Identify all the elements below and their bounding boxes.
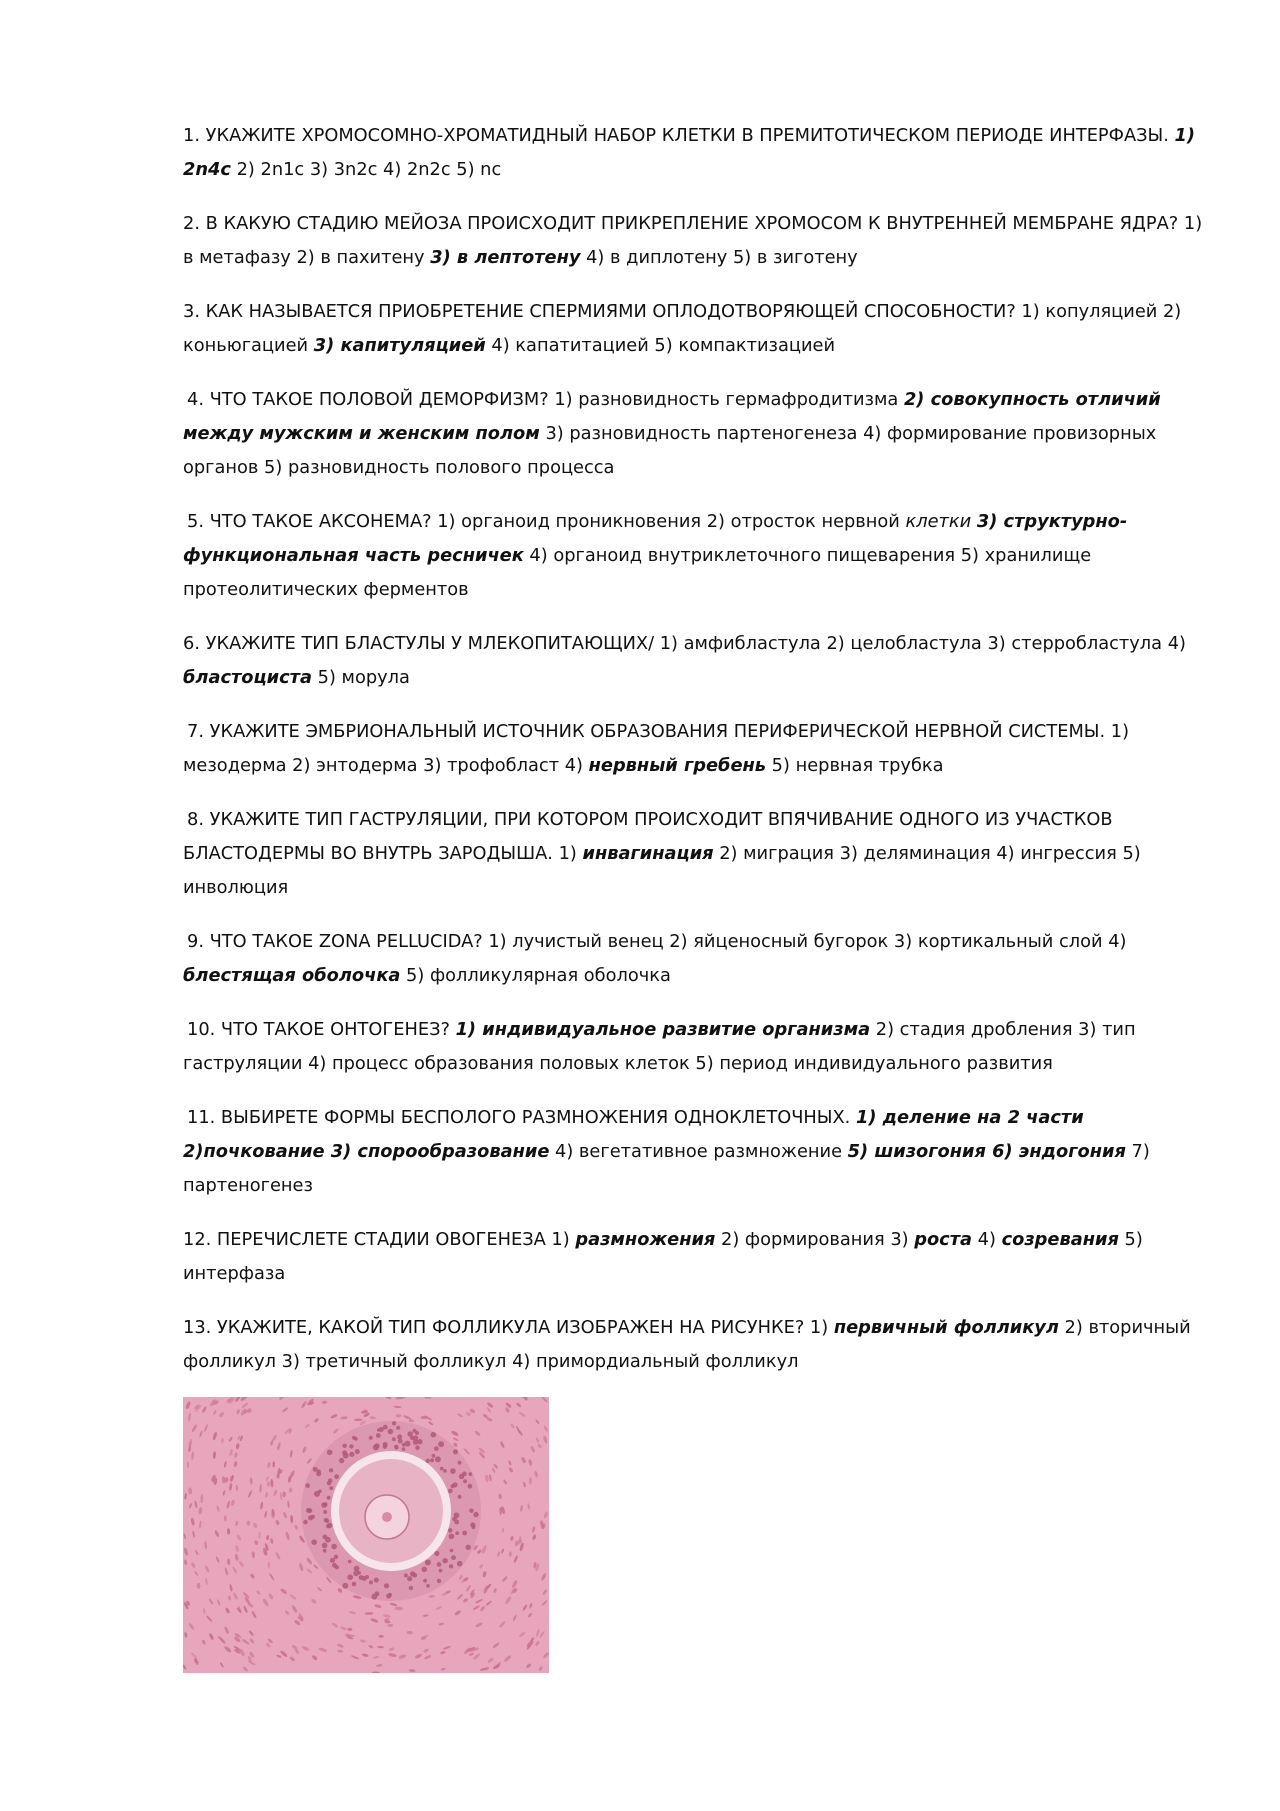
granulosa-cell	[334, 1474, 339, 1479]
question-text: 10. ЧТО ТАКОЕ ОНТОГЕНЕЗ?	[187, 1019, 456, 1040]
granulosa-cell	[348, 1560, 352, 1564]
granulosa-cell	[323, 1535, 328, 1540]
granulosa-cell	[327, 1496, 331, 1500]
answer-highlight: 1) деление на 2 части 2)почкование 3) спорообразование	[183, 1107, 1084, 1162]
granulosa-cell	[384, 1583, 389, 1588]
granulosa-cell	[453, 1449, 458, 1454]
granulosa-cell	[466, 1545, 471, 1550]
question-10	[183, 1013, 1203, 1081]
question-text: 8. УКАЖИТЕ ТИП ГАСТРУЛЯЦИИ, ПРИ КОТОРОМ ПРОИСХОДИТ ВПЯЧИВАНИЕ ОДНОГО ИЗ УЧАСТКОВ БЛАСТОДЕРМЫ ВО ВНУТРЬ ЗАРОДЫША. 1)	[183, 809, 1113, 864]
granulosa-cell	[374, 1578, 379, 1583]
granulosa-cell	[329, 1468, 333, 1472]
granulosa-cell	[374, 1591, 379, 1596]
granulosa-cell	[322, 1543, 328, 1549]
answer-highlight: блестящая оболочка	[183, 965, 401, 986]
granulosa-cell	[303, 1520, 308, 1525]
follicle-micrograph-icon	[183, 1397, 549, 1673]
granulosa-cell	[343, 1453, 349, 1459]
question-text: 5) морула	[311, 667, 410, 688]
granulosa-cell	[422, 1567, 428, 1573]
answer-highlight: 3) капитуляцией	[313, 335, 486, 356]
granulosa-cell	[388, 1429, 394, 1435]
question-11	[183, 1101, 1203, 1203]
granulosa-cell	[308, 1508, 313, 1513]
granulosa-cell	[426, 1459, 430, 1463]
granulosa-cell	[457, 1561, 463, 1567]
granulosa-cell	[435, 1456, 441, 1462]
granulosa-cell	[454, 1520, 459, 1525]
granulosa-cell	[352, 1582, 357, 1587]
granulosa-cell	[448, 1528, 453, 1533]
answer-highlight: нервный гребень	[588, 755, 767, 776]
answer-highlight: 2) совокупность отличий между мужским и женским полом	[183, 389, 1161, 444]
question-text: 2) формирования 3)	[715, 1229, 915, 1250]
granulosa-cell	[354, 1566, 360, 1572]
granulosa-cell	[443, 1469, 447, 1473]
question-text: 6. УКАЖИТЕ ТИП БЛАСТУЛЫ У МЛЕКОПИТАЮЩИХ/ 1) амфибластула 2) целобластула 3) стерробластула 4)	[183, 633, 1186, 654]
granulosa-cell	[369, 1436, 373, 1440]
answer-highlight: инвагинация	[582, 843, 714, 864]
granulosa-cell	[458, 1461, 462, 1465]
question-text: 4) органоид внутриклеточного пищеварения 5) хранилище протеолитических ферментов	[183, 545, 1092, 600]
question-text: 9. ЧТО ТАКОЕ ZONA PELLUCIDA? 1) лучистый венец 2) яйценосный бугорок 3) кортикальный слой 4)	[187, 931, 1127, 952]
granulosa-cell	[342, 1444, 346, 1448]
question-text: 7) партеногенез	[183, 1141, 1150, 1196]
question-text: 4)	[972, 1229, 1002, 1250]
granulosa-cell	[410, 1571, 415, 1576]
granulosa-cell	[405, 1441, 411, 1447]
granulosa-cell	[392, 1437, 396, 1441]
granulosa-cell	[437, 1579, 441, 1583]
granulosa-cell	[440, 1467, 444, 1471]
question-text: 2. В КАКУЮ СТАДИЮ МЕЙОЗА ПРОИСХОДИТ ПРИКРЕПЛЕНИЕ ХРОМОСОМ К ВНУТРЕННЕЙ МЕМБРАНЕ ЯДРА? 1) в метафазу 2) в пахитену	[183, 213, 1203, 268]
granulosa-cell	[442, 1558, 447, 1563]
follicle-micrograph	[183, 1397, 549, 1673]
nucleolus	[382, 1512, 392, 1522]
granulosa-cell	[469, 1509, 473, 1513]
question-9	[183, 925, 1203, 993]
granulosa-cell	[349, 1452, 354, 1457]
granulosa-cell	[365, 1575, 369, 1579]
granulosa-cell	[392, 1421, 396, 1425]
answer-highlight: 3) структурно-функциональная часть ресничек	[183, 511, 1128, 566]
granulosa-cell	[339, 1458, 344, 1463]
granulosa-cell	[415, 1445, 420, 1450]
granulosa-cell	[313, 1467, 318, 1472]
granulosa-cell	[449, 1534, 455, 1540]
granulosa-cell	[326, 1524, 331, 1529]
granulosa-cell	[455, 1531, 459, 1535]
granulosa-cell	[327, 1450, 333, 1456]
question-text: 13. УКАЖИТЕ, КАКОЙ ТИП ФОЛЛИКУЛА ИЗОБРАЖЕН НА РИСУНКЕ? 1)	[183, 1317, 834, 1338]
granulosa-cell	[342, 1583, 348, 1589]
granulosa-cell	[463, 1479, 467, 1483]
granulosa-cell	[409, 1586, 413, 1590]
question-13	[183, 1311, 1203, 1379]
answer-highlight: бластоциста	[183, 667, 312, 688]
answer-highlight: 1) 2n4c	[183, 125, 1196, 180]
answer-highlight: размножения	[575, 1229, 716, 1250]
granulosa-cell	[469, 1472, 473, 1476]
question-text: 2) 2n1c 3) 3n2c 4) 2n2c 5) nc	[230, 159, 502, 180]
granulosa-cell	[355, 1449, 360, 1454]
granulosa-cell	[434, 1446, 439, 1451]
granulosa-cell	[449, 1564, 453, 1568]
granulosa-cell	[423, 1579, 427, 1583]
granulosa-cell	[331, 1544, 337, 1550]
question-text: 3. КАК НАЗЫВАЕТСЯ ПРИОБРЕТЕНИЕ СПЕРМИЯМИ ОПЛОДОТВОРЯЮЩЕЙ СПОСОБНОСТИ? 1) копуляцией 2) коньюгацией	[183, 301, 1182, 356]
granulosa-cell	[452, 1482, 457, 1487]
granulosa-cell	[316, 1471, 321, 1476]
granulosa-cell	[431, 1432, 437, 1438]
granulosa-cell	[402, 1447, 406, 1451]
answer-highlight: первичный фолликул	[833, 1317, 1059, 1338]
granulosa-cell	[369, 1580, 373, 1584]
granulosa-cell	[321, 1502, 327, 1508]
answer-highlight: 1) индивидуальное развитие организма	[455, 1019, 871, 1040]
question-text: 4) капатитацией 5) компактизацией	[485, 335, 836, 356]
question-text: 5. ЧТО ТАКОЕ АКСОНЕМА? 1) органоид проникновения 2) отросток нервной	[187, 511, 906, 532]
granulosa-cell	[410, 1436, 414, 1440]
granulosa-cell	[334, 1555, 338, 1559]
granulosa-cell	[450, 1468, 456, 1474]
granulosa-cell	[308, 1515, 313, 1520]
granulosa-cell	[379, 1427, 384, 1432]
granulosa-cell	[432, 1454, 436, 1458]
granulosa-cell	[359, 1575, 364, 1580]
question-7	[183, 715, 1203, 783]
answer-highlight: созревания	[1001, 1229, 1119, 1250]
granulosa-cell	[376, 1433, 381, 1438]
question-2	[183, 207, 1203, 275]
granulosa-cell	[394, 1445, 398, 1449]
granulosa-cell	[438, 1441, 444, 1447]
granulosa-cell	[323, 1510, 327, 1514]
answer-highlight: 3) в лептотену	[430, 247, 581, 268]
question-5	[183, 505, 1203, 607]
question-text: 2) вторичный фолликул 3) третичный фолликул 4) примордиальный фолликул	[183, 1317, 1191, 1372]
question-3	[183, 295, 1203, 363]
granulosa-cell	[352, 1436, 356, 1440]
granulosa-cell	[450, 1549, 454, 1553]
answer-highlight: роста	[914, 1229, 973, 1250]
granulosa-cell	[349, 1444, 353, 1448]
question-text: 1. УКАЖИТЕ ХРОМОСОМНО-ХРОМАТИДНЫЙ НАБОР КЛЕТКИ В ПРЕМИТОТИЧЕСКОМ ПЕРИОДЕ ИНТЕРФАЗЫ.	[183, 125, 1175, 146]
granulosa-cell	[448, 1489, 453, 1494]
granulosa-cell	[318, 1490, 322, 1494]
granulosa-cell	[388, 1593, 392, 1597]
granulosa-cell	[437, 1562, 442, 1567]
granulosa-cell	[397, 1434, 402, 1439]
question-1	[183, 119, 1203, 187]
italic-text: клетки	[905, 511, 972, 532]
question-text: 3) разновидность партеногенеза 4) формирование провизорных органов 5) разновидность полового процесса	[183, 423, 1157, 478]
granulosa-cell	[327, 1481, 332, 1486]
granulosa-cell	[412, 1429, 416, 1433]
question-text: 7. УКАЖИТЕ ЭМБРИОНАЛЬНЫЙ ИСТОЧНИК ОБРАЗОВАНИЯ ПЕРИФЕРИЧЕСКОЙ НЕРВНОЙ СИСТЕМЫ. 1) мезодерма 2) энтодерма 3) трофобласт 4)	[183, 721, 1130, 776]
answer-highlight: 5) шизогония 6) эндогония	[847, 1141, 1126, 1162]
question-text: 11. ВЫБИРЕТЕ ФОРМЫ БЕСПОЛОГО РАЗМНОЖЕНИЯ ОДНОКЛЕТОЧНЫХ.	[187, 1107, 856, 1128]
granulosa-cell	[311, 1539, 317, 1545]
granulosa-cell	[473, 1512, 478, 1517]
granulosa-cell	[439, 1569, 443, 1573]
question-text: 4) в диплотену 5) в зиготену	[580, 247, 858, 268]
granulosa-cell	[430, 1458, 434, 1462]
question-text: 2) миграция 3) деляминация 4) ингрессия 5) инволюция	[183, 843, 1141, 898]
granulosa-cell	[407, 1576, 412, 1581]
granulosa-cell	[426, 1584, 430, 1588]
granulosa-cell	[323, 1549, 327, 1553]
granulosa-cell	[335, 1565, 339, 1569]
granulosa-cell	[462, 1531, 467, 1536]
question-8	[183, 803, 1203, 905]
granulosa-cell	[347, 1574, 353, 1580]
granulosa-cell	[451, 1555, 456, 1560]
question-text: 5) интерфаза	[183, 1229, 1143, 1284]
granulosa-cell	[396, 1426, 400, 1430]
granulosa-cell	[402, 1443, 406, 1447]
granulosa-cell	[329, 1486, 333, 1490]
granulosa-cell	[383, 1444, 387, 1448]
question-text: 12. ПЕРЕЧИСЛЕТЕ СТАДИИ ОВОГЕНЕЗА 1)	[183, 1229, 576, 1250]
question-text: 4. ЧТО ТАКОЕ ПОЛОВОЙ ДЕМОРФИЗМ? 1) разновидность гермафродитизма	[187, 389, 904, 410]
granulosa-cell	[425, 1560, 431, 1566]
granulosa-cell	[470, 1522, 475, 1527]
question-6	[183, 627, 1203, 695]
question-4	[183, 383, 1203, 485]
granulosa-cell	[404, 1573, 408, 1577]
granulosa-cell	[324, 1518, 328, 1522]
granulosa-cell	[458, 1495, 462, 1499]
question-list	[183, 119, 1203, 1399]
granulosa-cell	[468, 1484, 473, 1489]
granulosa-cell	[305, 1483, 310, 1488]
granulosa-cell	[459, 1474, 464, 1479]
question-text: 5) нервная трубка	[766, 755, 944, 776]
question-12	[183, 1223, 1203, 1291]
question-text: 4) вегетативное размножение	[549, 1141, 848, 1162]
question-text: 2) стадия дробления 3) тип гаструляции 4) процесс образования половых клеток 5) период индивидуального развития	[183, 1019, 1136, 1074]
granulosa-cell	[330, 1558, 335, 1563]
question-text: 5) фолликулярная оболочка	[400, 965, 671, 986]
granulosa-cell	[373, 1444, 379, 1450]
